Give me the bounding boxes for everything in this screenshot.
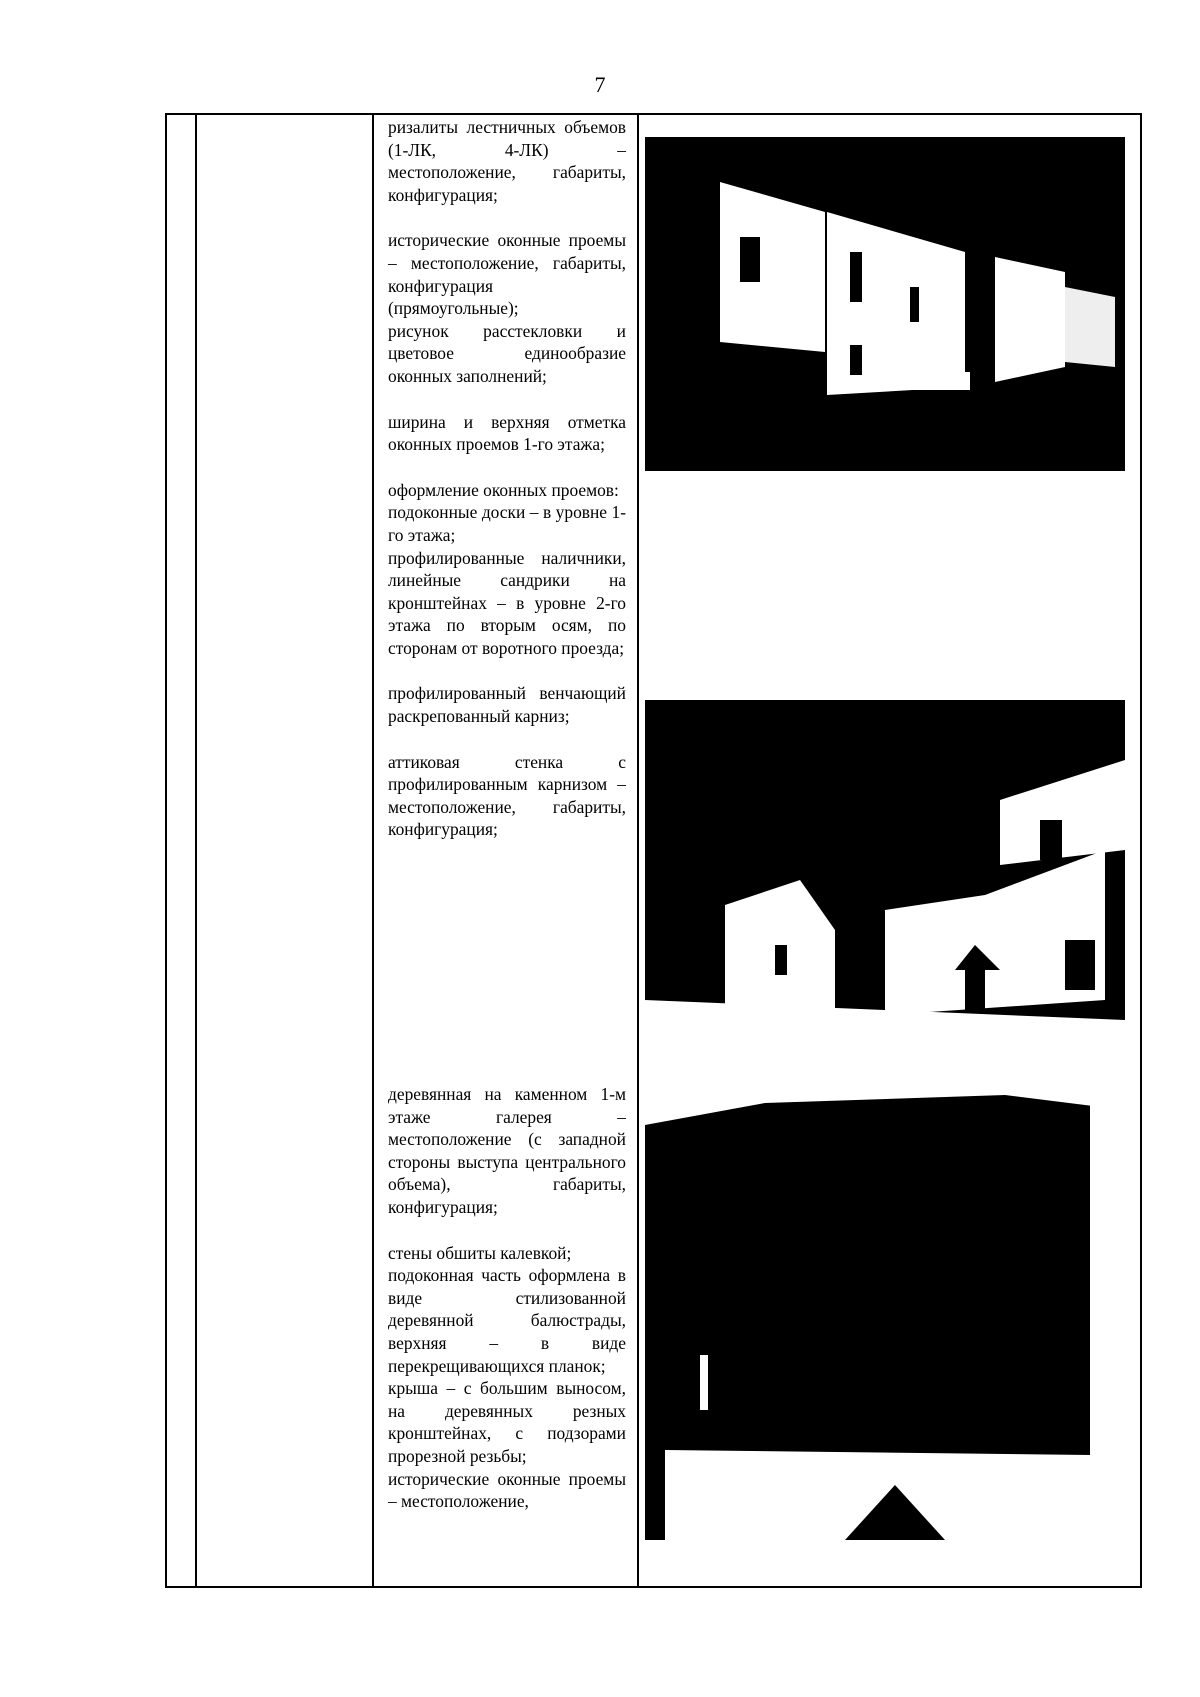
paragraph: стены обшиты калевкой; (388, 1242, 572, 1263)
paragraph: профилированный венчающий раскрепованный карниз; (388, 683, 626, 727)
paragraph: исторические оконные проемы – местоположение, габариты, конфигурация (прямоугольные); (388, 230, 626, 319)
column-divider (637, 115, 639, 1586)
page-number: 7 (594, 72, 606, 97)
gallery-photo (645, 1085, 1125, 1540)
paragraph: крыша – с большим выносом, на деревянных резных кронштейнах, с подзорами прорезной резьбы; (388, 1378, 626, 1466)
paragraph: профилированные наличники, линейные сандрики на кронштейнах – в уровне 2-го этажа по вторым осям, по сторонам от воротного проезда; (388, 547, 626, 658)
column-divider (372, 115, 374, 1586)
paragraph: исторические оконные проемы – местоположение, (388, 1468, 626, 1512)
description-block-2 (388, 1083, 626, 1513)
paragraph: подоконная часть оформлена в виде стилизованной деревянной балюстрады, верхняя – в виде перекрещивающихся планок; (388, 1265, 626, 1376)
description-block-1 (388, 116, 626, 841)
paragraph: рисунок расстекловки и цветовое единообразие оконных заполнений; (388, 320, 626, 386)
courtyard-photo (645, 700, 1125, 1060)
paragraph: ризалиты лестничных объемов (1-ЛК, 4-ЛК) – местоположение, габариты, конфигурация; (388, 117, 626, 205)
paragraph: подоконные доски – в уровне 1-го этажа; (388, 502, 626, 545)
paragraph: ширина и верхняя отметка оконных проемов 1-го этажа; (388, 411, 626, 455)
building-facade-photo (645, 137, 1125, 471)
paragraph: деревянная на каменном 1-м этаже галерея – местоположение (с западной стороны выступа центрального объема), габариты, конфигурация; (388, 1084, 626, 1217)
column-divider (195, 115, 197, 1586)
paragraph: оформление оконных проемов: (388, 479, 619, 500)
paragraph: аттиковая стенка с профилированным карнизом – местоположение, габариты, конфигурация; (388, 751, 626, 840)
